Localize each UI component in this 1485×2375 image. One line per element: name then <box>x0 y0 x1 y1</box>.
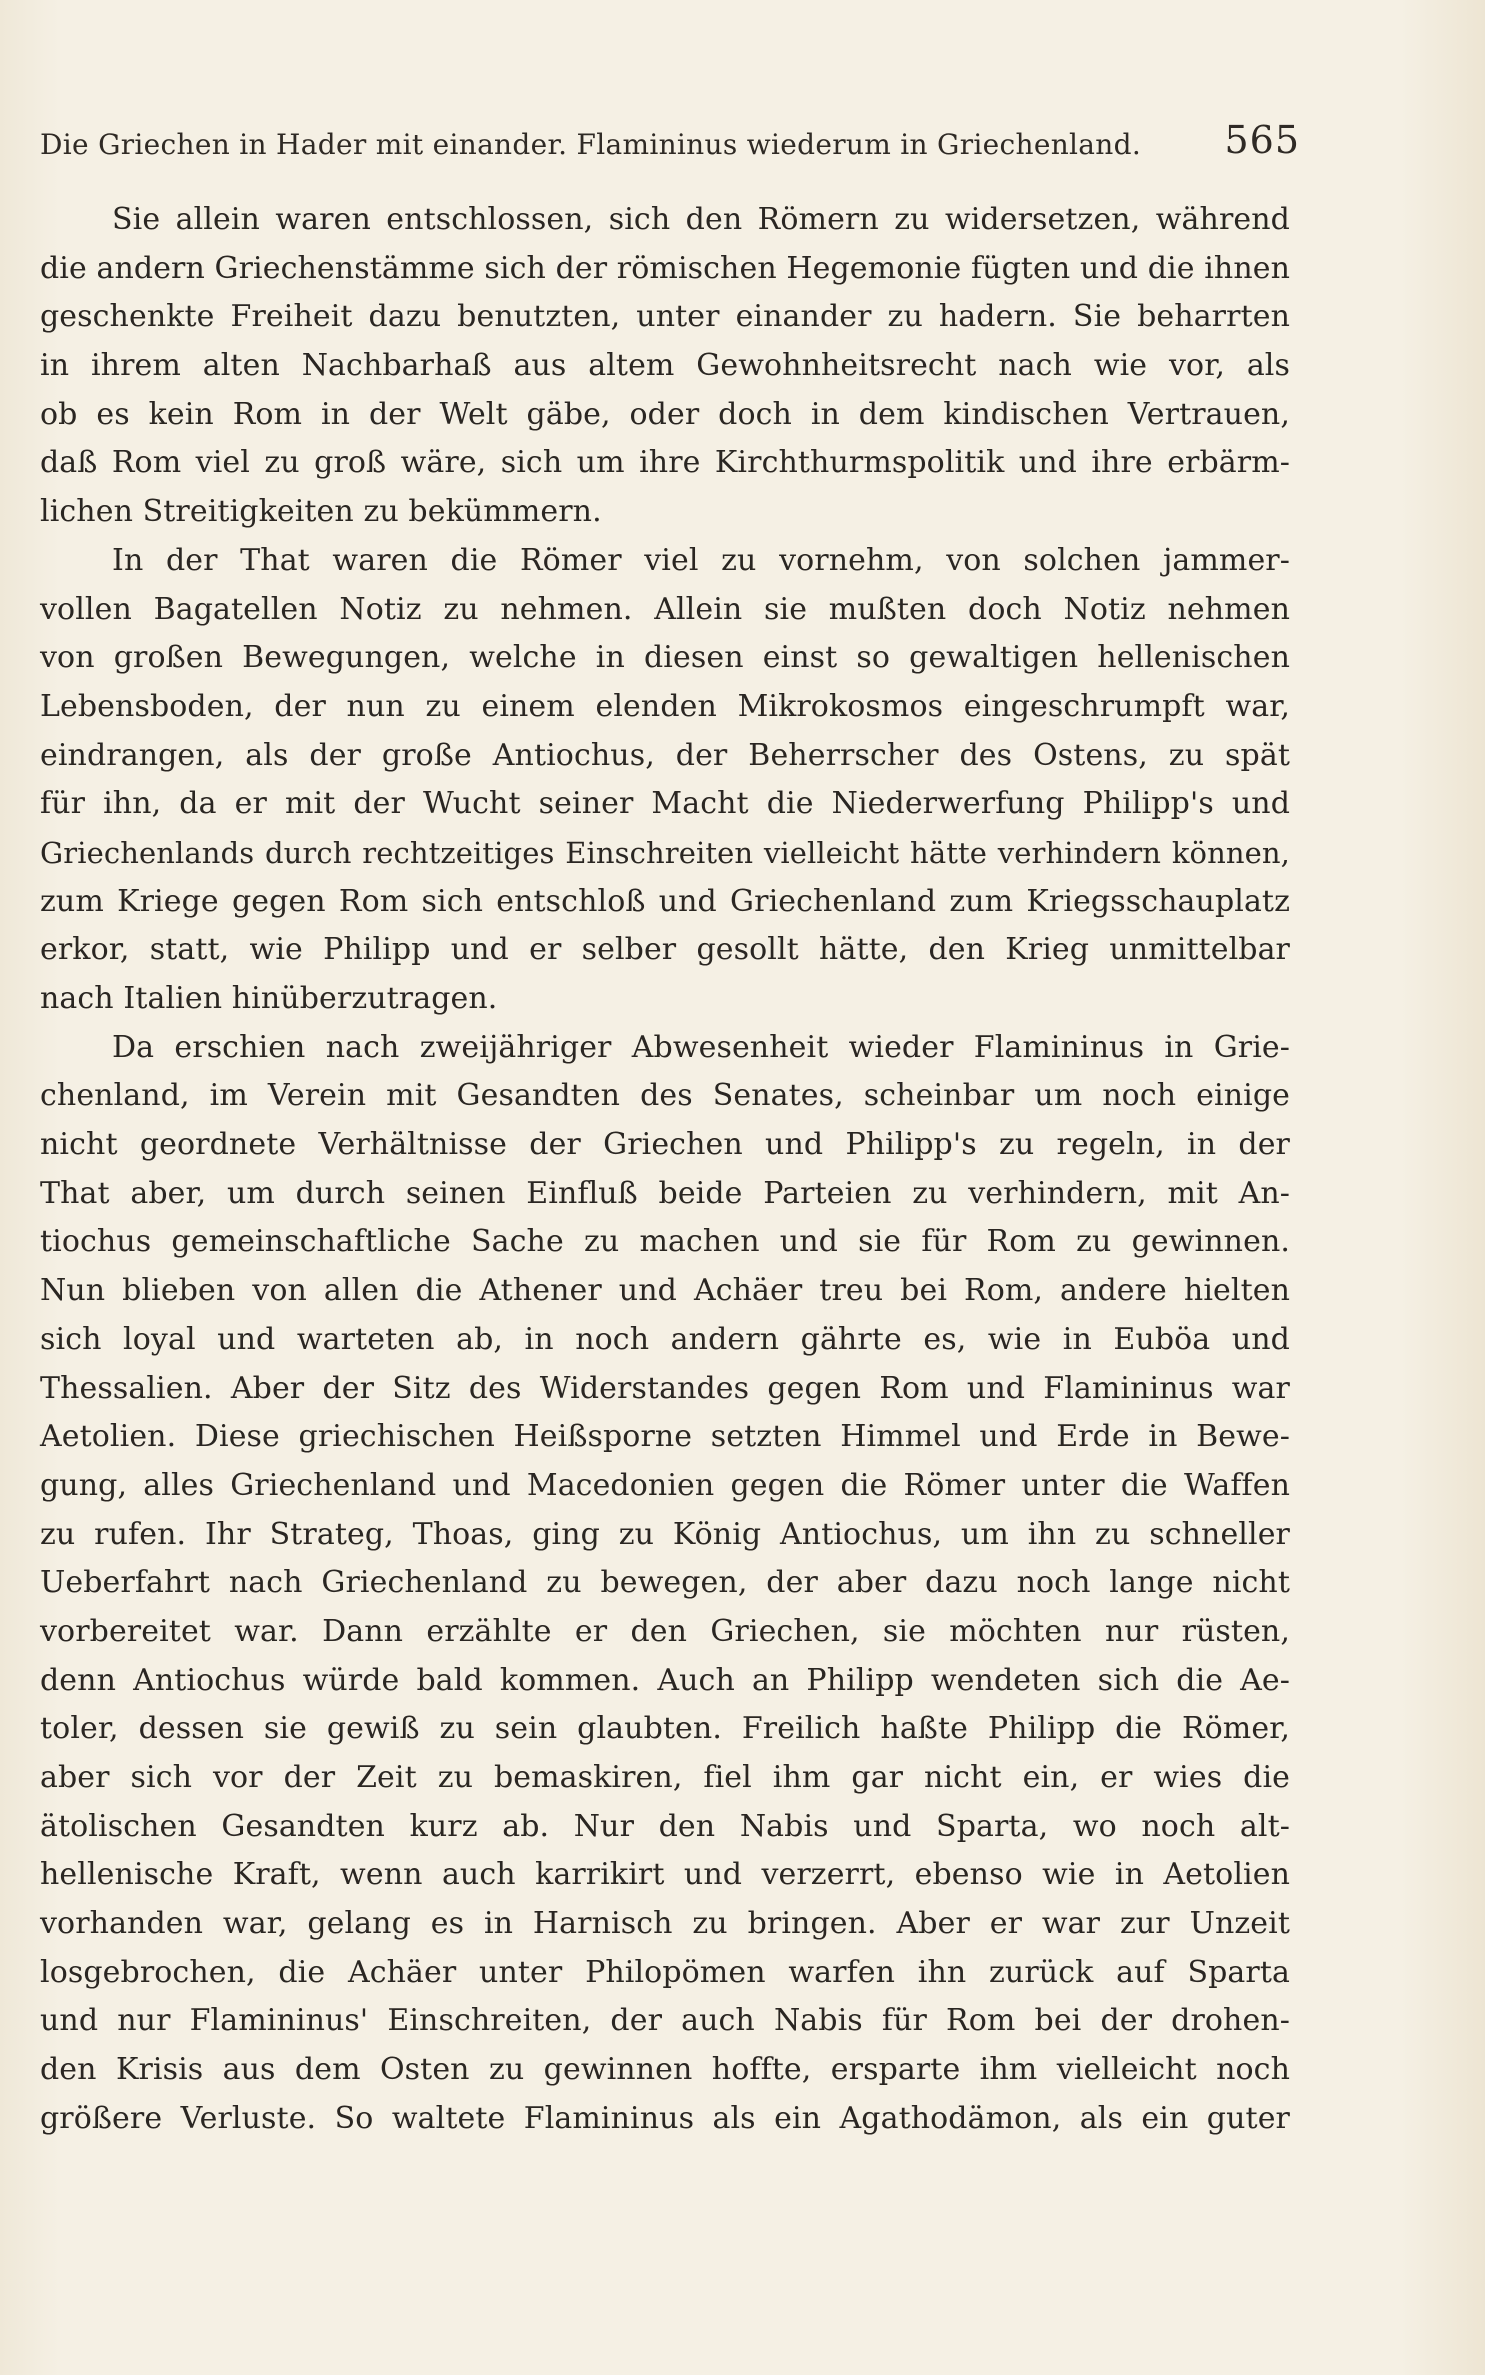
text-line: Thessalien. Aber der Sitz des Widerstandes gegen Rom und Flamininus war <box>40 1370 1290 1406</box>
running-head-title: Die Griechen in Hader mit einander. Flamininus wiederum in Griechenland. <box>40 128 1142 161</box>
page-number: 565 <box>1224 118 1300 162</box>
text-line: geschenkte Freiheit dazu benutzten, unter einander zu hadern. Sie beharrten <box>40 299 1290 335</box>
text-line: That aber, um durch seinen Einfluß beide Parteien zu verhindern, mit An- <box>40 1175 1290 1211</box>
text-line: und nur Flamininus' Einschreiten, der auch Nabis für Rom bei der drohen- <box>40 2003 1290 2039</box>
text-line: ob es kein Rom in der Welt gäbe, oder doch in dem kindischen Vertrauen, <box>40 396 1290 432</box>
text-line: Da erschien nach zweijähriger Abwesenheit wieder Flamininus in Grie- <box>112 1029 1290 1065</box>
text-line: Ueberfahrt nach Griechenland zu bewegen, der aber dazu noch lange nicht <box>40 1565 1290 1601</box>
text-line: die andern Griechenstämme sich der römischen Hegemonie fügten und die ihnen <box>40 250 1291 286</box>
text-line: hellenische Kraft, wenn auch karrikirt und verzerrt, ebenso wie in Aetolien <box>40 1857 1290 1893</box>
text-line: vorhanden war, gelang es in Harnisch zu bringen. Aber er war zur Unzeit <box>40 1906 1290 1942</box>
text-line: Griechenlands durch rechtzeitiges Einschreiten vielleicht hätte verhindern können, <box>40 835 1290 870</box>
text-line: nach Italien hinüberzutragen. <box>40 981 498 1016</box>
text-line: vorbereitet war. Dann erzählte er den Griechen, sie möchten nur rüsten, <box>40 1613 1290 1649</box>
text-line: den Krisis aus dem Osten zu gewinnen hoffte, ersparte ihm vielleicht noch <box>40 2052 1290 2088</box>
text-line: Aetolien. Diese griechischen Heißsporne setzten Himmel und Erde in Bewe- <box>40 1419 1290 1455</box>
text-line: aber sich vor der Zeit zu bemaskiren, fiel ihm gar nicht ein, er wies die <box>40 1760 1290 1795</box>
text-line: in ihrem alten Nachbarhaß aus altem Gewohnheitsrecht nach wie vor, als <box>40 348 1290 384</box>
text-line: für ihn, da er mit der Wucht seiner Macht die Niederwerfung Philipp's und <box>40 786 1290 822</box>
text-line: von großen Bewegungen, welche in diesen einst so gewaltigen hellenischen <box>40 640 1290 676</box>
text-line: daß Rom viel zu groß wäre, sich um ihre Kirchthurmspolitik und ihre erbärm- <box>40 445 1290 481</box>
text-line: zum Kriege gegen Rom sich entschloß und Griechenland zum Kriegsschauplatz <box>40 883 1290 919</box>
text-line: tiochus gemeinschaftliche Sache zu machen und sie für Rom zu gewinnen. <box>40 1224 1290 1260</box>
text-line: lichen Streitigkeiten zu bekümmern. <box>40 494 602 530</box>
text-line: In der That waren die Römer viel zu vornehm, von solchen jammer- <box>112 542 1290 578</box>
text-line: nicht geordnete Verhältnisse der Griechen und Philipp's zu regeln, in der <box>40 1127 1290 1163</box>
text-line: toler, dessen sie gewiß zu sein glaubten. Freilich haßte Philipp die Römer, <box>40 1711 1290 1747</box>
text-line: ätolischen Gesandten kurz ab. Nur den Nabis und Sparta, wo noch alt- <box>40 1808 1290 1844</box>
text-line: vollen Bagatellen Notiz zu nehmen. Allein sie mußten doch Notiz nehmen <box>40 591 1290 627</box>
text-line: Nun blieben von allen die Athener und Achäer treu bei Rom, andere hielten <box>40 1273 1290 1309</box>
text-line: eindrangen, als der große Antiochus, der Beherrscher des Ostens, zu spät <box>40 737 1290 773</box>
text-line: sich loyal und warteten ab, in noch andern gährte es, wie in Euböa und <box>40 1321 1290 1357</box>
text-line: Lebensboden, der nun zu einem elenden Mikrokosmos eingeschrumpft war, <box>40 688 1290 724</box>
running-head <box>40 118 1300 178</box>
text-line: zu rufen. Ihr Strateg, Thoas, ging zu König Antiochus, um ihn zu schneller <box>40 1516 1290 1552</box>
body-text <box>40 196 1290 2144</box>
text-line: Sie allein waren entschlossen, sich den Römern zu widersetzen, während <box>112 202 1290 237</box>
text-line: chenland, im Verein mit Gesandten des Senates, scheinbar um noch einige <box>40 1078 1290 1114</box>
text-line: erkor, statt, wie Philipp und er selber gesollt hätte, den Krieg unmittelbar <box>40 932 1290 968</box>
text-line: denn Antiochus würde bald kommen. Auch an Philipp wendeten sich die Ae- <box>40 1662 1290 1698</box>
text-line: größere Verluste. So waltete Flamininus als ein Agathodämon, als ein guter <box>40 2100 1290 2136</box>
text-line: losgebrochen, die Achäer unter Philopömen warfen ihn zurück auf Sparta <box>40 1954 1290 1990</box>
text-line: gung, alles Griechenland und Macedonien gegen die Römer unter die Waffen <box>40 1467 1290 1503</box>
